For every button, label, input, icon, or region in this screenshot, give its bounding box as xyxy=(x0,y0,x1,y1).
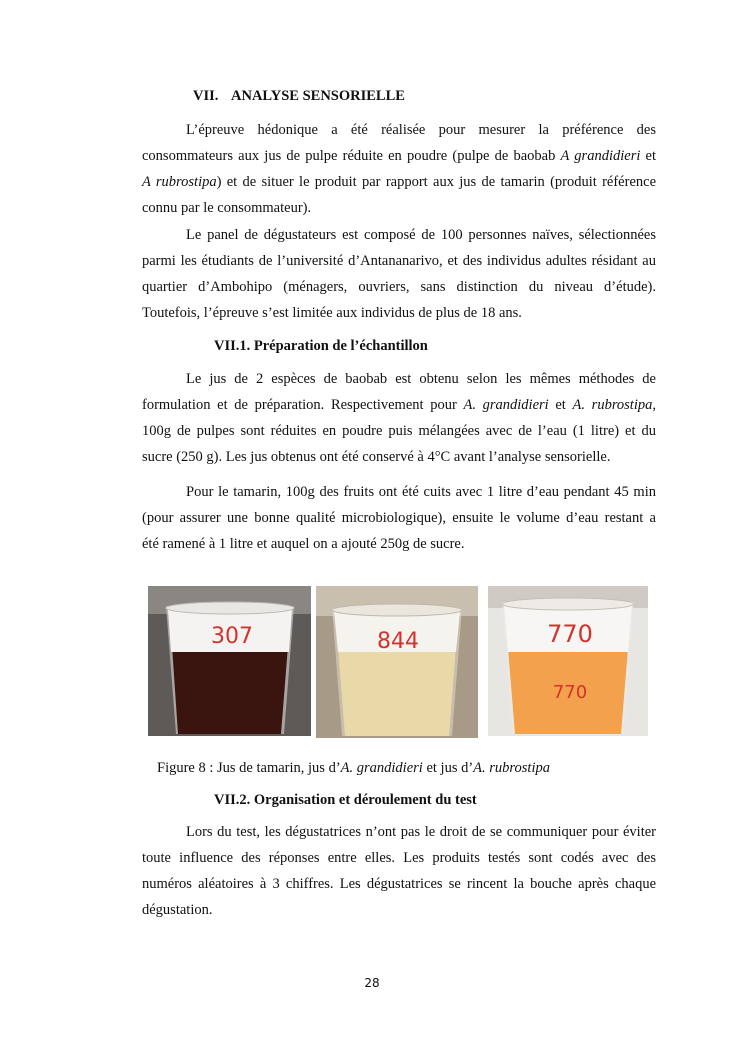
photo-rubrostipa-juice xyxy=(488,586,648,736)
paragraph-line: Pour le tamarin, 100g des fruits ont été cuits avec 1 litre d’eau pendant 45 min xyxy=(186,484,656,500)
caption-text: Figure 8 : Jus de tamarin, jus d’ xyxy=(157,760,341,776)
caption-species-1: A. grandidieri xyxy=(340,760,423,776)
page-number: 28 xyxy=(364,976,380,990)
paragraph-line: Le panel de dégustateurs est composé de 100 personnes naïves, sélectionnées xyxy=(186,227,656,243)
preparation-paragraph-1 xyxy=(142,366,656,470)
section-title: ANALYSE SENSORIELLE xyxy=(231,88,405,104)
intro-paragraph-2 xyxy=(142,222,656,326)
paragraph-line: L’épreuve hédonique a été réalisée pour mesurer la préférence des xyxy=(186,122,656,138)
paragraph-line: parmi les étudiants de l’université d’Antananarivo, et des individus adultes résidant au xyxy=(142,253,656,269)
cup-label-3: 770 xyxy=(547,620,593,648)
paragraph-line: 100g de pulpes sont réduites en poudre puis mélangées avec de l’eau (1 litre) et du xyxy=(142,423,656,439)
section-heading xyxy=(193,88,405,105)
paragraph-line: été ramené à 1 litre et auquel on a ajouté 250g de sucre. xyxy=(142,536,465,552)
photo-grandidieri-juice xyxy=(316,586,478,738)
intro-paragraph-1 xyxy=(142,117,656,221)
preparation-paragraph-2 xyxy=(142,479,656,557)
paragraph-line: Toutefois, l’épreuve s’est limitée aux individus de plus de 18 ans. xyxy=(142,305,522,321)
caption-text: et jus d’ xyxy=(422,760,474,776)
paragraph-line: Lors du test, les dégustatrices n’ont pas le droit de se communiquer pour éviter xyxy=(186,824,656,840)
paragraph-line: formulation et de préparation. Respectivement pour A. grandidieri et A. rubrostipa, xyxy=(142,397,656,413)
juice-fill-1 xyxy=(172,646,288,734)
cup-label-1: 307 xyxy=(211,624,253,649)
paragraph-line: quartier d’Ambohipo (ménagers, ouvriers, sans distinction du niveau d’étude). xyxy=(142,279,656,295)
figure-photos xyxy=(0,586,744,738)
paragraph-line: numéros aléatoires à 3 chiffres. Les dégustatrices se rincent la bouche après chaque xyxy=(142,876,656,892)
paragraph-line: A rubrostipa) et de situer le produit par rapport aux jus de tamarin (produit référence xyxy=(142,174,657,190)
juice-fill-2 xyxy=(338,646,456,736)
subsection-heading-organisation: VII.2. Organisation et déroulement du test xyxy=(214,792,477,808)
paragraph-line: (pour assurer une bonne qualité microbiologique), ensuite le volume d’eau restant a xyxy=(142,510,656,526)
subsection-heading-preparation: VII.1. Préparation de l’échantillon xyxy=(214,338,428,354)
paragraph-line: Le jus de 2 espèces de baobab est obtenu selon les mêmes méthodes de xyxy=(186,371,656,387)
paragraph-line: consommateurs aux jus de pulpe réduite en poudre (pulpe de baobab A grandidieri et xyxy=(142,148,657,164)
section-number: VII. xyxy=(193,88,219,104)
paragraph-line: dégustation. xyxy=(142,902,213,918)
caption-species-2: A. rubrostipa xyxy=(473,760,550,776)
paragraph-line: connu par le consommateur). xyxy=(142,200,312,216)
test-paragraph xyxy=(142,819,656,923)
paragraph-line: sucre (250 g). Les jus obtenus ont été conservé à 4°C avant l’analyse sensorielle. xyxy=(142,449,611,465)
figure-caption xyxy=(157,760,550,777)
photo-tamarind-juice xyxy=(148,586,311,736)
cup-label-2: 844 xyxy=(377,629,419,654)
paragraph-line: toute influence des réponses entre elles. Les produits testés sont codés avec des xyxy=(142,850,656,866)
cup-label-3-bottom: 770 xyxy=(552,682,588,703)
